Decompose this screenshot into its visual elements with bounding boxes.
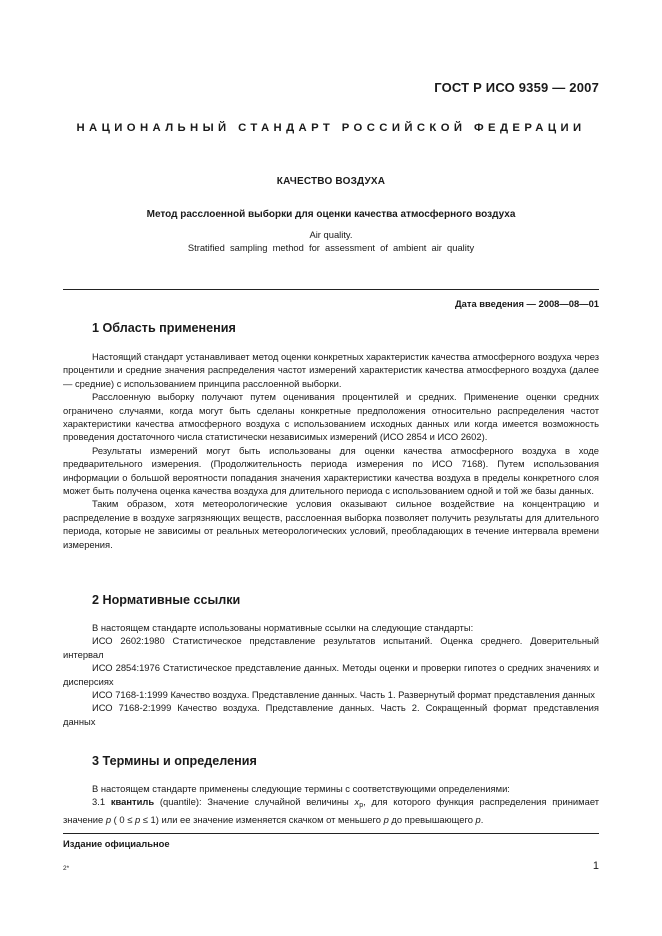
page-number: 1 <box>592 860 599 872</box>
gost-code: ГОСТ Р ИСО 9359 — 2007 <box>434 80 599 95</box>
section-2-heading: 2 Нормативные ссылки <box>92 593 241 607</box>
variable-p: p <box>134 813 141 825</box>
variable-p: p <box>475 813 481 825</box>
english-title-line1: Air quality. <box>309 229 353 240</box>
reference-item: ИСО 2602:1980 Статистическое представление результатов испытаний. Оценка среднего. Доверительный интервал <box>63 635 599 660</box>
definition-text: ≤ 1) или ее значение изменяется скачком от меньшего <box>142 813 381 825</box>
introduction-date: Дата введения — 2008—08—01 <box>454 298 599 309</box>
variable-x: x <box>354 796 360 808</box>
reference-item: ИСО 2854:1976 Статистическое представление данных. Методы оценки и проверки гипотез о средних значениях и дисперсиях <box>63 662 599 687</box>
header-divider <box>63 289 599 290</box>
variable-subscript: p <box>359 802 364 810</box>
paragraph: Результаты измерений могут быть использованы для оценки качества атмосферного воздуха в ходе предварительного измерения. (Продолжительность периода измерения по ИСО 7168). Путем использования информации о большой вероятности попадания значения характеристики качества воздуха в пределы конкретного слоя может быть получена оценка качества воздуха для длительного периода с использованием одной и той же базы данных. <box>63 444 599 497</box>
variable-p: p <box>383 813 389 825</box>
section-1-body <box>63 350 599 551</box>
definition-text: до превышающего <box>391 813 473 825</box>
definition-text: . <box>480 813 484 825</box>
reference-item: ИСО 7168-1:1999 Качество воздуха. Представление данных. Часть 1. Развернутый формат представления данных <box>92 689 595 701</box>
document-subtitle: Метод расслоенной выборки для оценки качества атмосферного воздуха <box>146 209 516 220</box>
paragraph: В настоящем стандарте использованы нормативные ссылки на следующие стандарты: <box>92 622 474 633</box>
term-english: (quantile): <box>159 796 202 808</box>
term-name: квантиль <box>110 796 155 808</box>
edition-label: Издание официальное <box>63 838 170 849</box>
paragraph: Таким образом, хотя метеорологические условия оказывают сильное воздействие на концентрацию и распределение в воздухе загрязняющих веществ, расслоенная выборка позволяет получить результаты для длительного периода, которые не зависимы от реальных метеорологических условий, преобладающих в течение интервала времени измерения. <box>63 498 599 550</box>
definition-text: , для которого функция распределения принимает значение <box>63 796 600 825</box>
footer-divider <box>63 833 599 834</box>
section-3-body <box>63 782 599 826</box>
definition-text: Значение случайной величины <box>207 796 349 808</box>
english-title-line2: Stratified sampling method for assessment of ambient air quality <box>187 242 475 253</box>
sheet-signature: 2* <box>63 865 70 872</box>
paragraph: В настоящем стандарте применены следующие термины с соответствующими определениями: <box>92 783 510 794</box>
document-title: КАЧЕСТВО ВОЗДУХА <box>276 176 386 187</box>
paragraph: Настоящий стандарт устанавливает метод оценки конкретных характеристик качества атмосферного воздуха через процентили и средние значения распределения частот измерений характеристик качества атмосферного воздуха (далее — средние) с использованием принципа расслоенной выборки. <box>63 351 599 389</box>
term-number: 3.1 <box>92 796 106 808</box>
variable-p: p <box>105 813 112 825</box>
reference-item: ИСО 7168-2:1999 Качество воздуха. Представление данных. Часть 2. Сокращенный формат представления данных <box>63 702 599 727</box>
english-title <box>63 228 599 254</box>
definition-text: ( 0 ≤ <box>113 813 133 825</box>
paragraph: Расслоенную выборку получают путем оценивания процентилей и средних. Применение оценки средних ограничено случаями, когда могут быть сделаны конкретные предположения относительно распределения частот характеристики качества атмосферного воздуха с использованием исходных данных или когда имеется возможность проведения достаточного числа статистически независимых измерений (ИСО 2854 и ИСО 2602). <box>63 391 599 443</box>
term-definition <box>63 795 599 826</box>
standard-banner: НАЦИОНАЛЬНЫЙ СТАНДАРТ РОССИЙСКОЙ ФЕДЕРАЦИИ <box>76 122 586 134</box>
section-1-heading: 1 Область применения <box>92 321 236 335</box>
section-2-body <box>63 621 599 728</box>
section-3-heading: 3 Термины и определения <box>92 754 257 768</box>
